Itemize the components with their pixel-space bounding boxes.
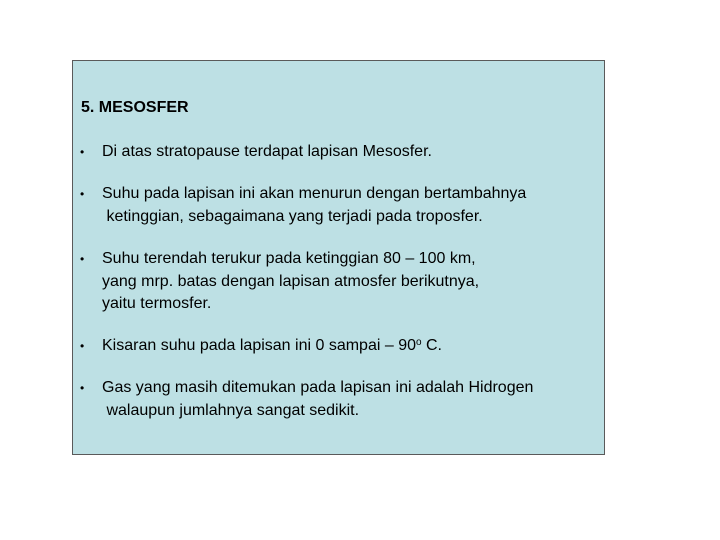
bullet-marker: •: [80, 381, 85, 395]
bullet-text: [102, 335, 602, 358]
slide-title: 5. MESOSFER: [81, 99, 189, 116]
bullet-marker: •: [80, 145, 85, 159]
bullet-text: Suhu pada lapisan ini akan menurun dengan bertambahnya ketinggian, sebagaimana yang terjadi pada troposfer.: [102, 185, 527, 225]
bullet-text: Suhu terendah terukur pada ketinggian 80 – 100 km, yang mrp. batas dengan lapisan atmosfer berikutnya, yaitu termosfer.: [102, 250, 480, 312]
bullet-marker: •: [80, 252, 85, 266]
bullet-marker: •: [80, 339, 85, 353]
bullet-text-unit: C.: [421, 337, 442, 354]
content-panel: [72, 60, 605, 455]
bullet-marker: •: [80, 187, 85, 201]
bullet-text-main: Kisaran suhu pada lapisan ini 0 sampai – 90: [102, 337, 416, 354]
bullet-text: Di atas stratopause terdapat lapisan Mesosfer.: [102, 143, 432, 160]
bullet-text: Gas yang masih ditemukan pada lapisan ini adalah Hidrogen walaupun jumlahnya sangat sedikit.: [102, 379, 534, 419]
degree-superscript: o: [415, 337, 422, 348]
